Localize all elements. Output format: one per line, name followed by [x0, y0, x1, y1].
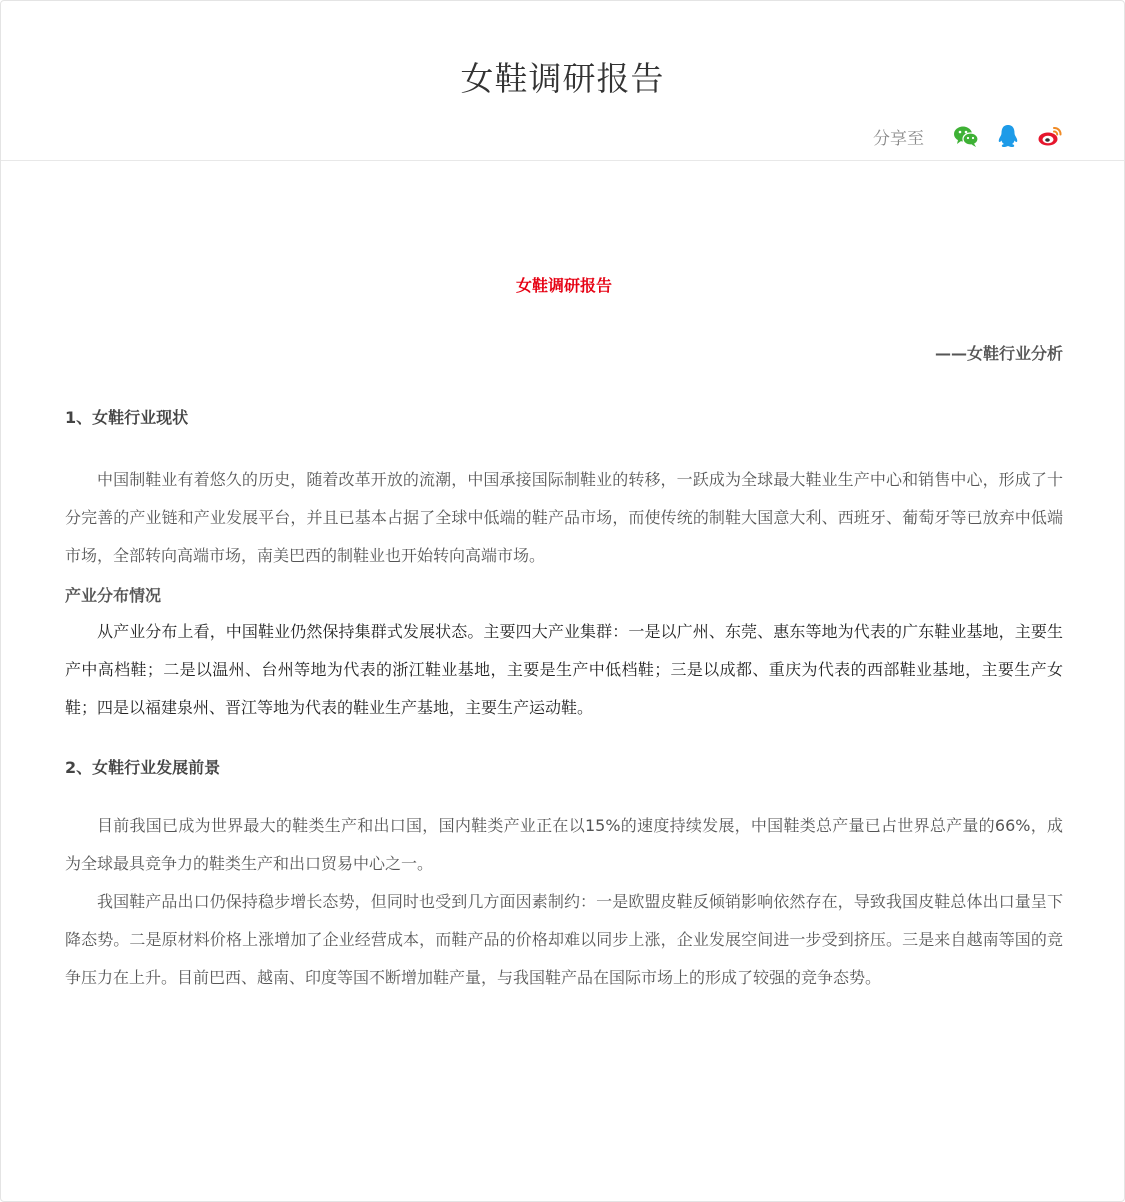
paragraph-production-share: 目前我国已成为世界最大的鞋类生产和出口国，国内鞋类产业正在以15%的速度持续发展，中国鞋类总产量已占世界总产量的66%，成为全球最具竞争力的鞋类生产和出口贸易中心之一。: [65, 816, 1063, 873]
qq-icon[interactable]: [994, 122, 1022, 150]
report-subtitle: ——女鞋行业分析: [934, 344, 1063, 363]
article-header: [1, 1, 1124, 161]
report-title: 女鞋调研报告: [515, 276, 612, 295]
share-label: 分享至: [873, 128, 924, 149]
section-heading-outlook: 2、女鞋行业发展前景: [65, 758, 221, 777]
section-heading-status: 1、女鞋行业现状: [65, 408, 189, 427]
paragraph-industry-history: 中国制鞋业有着悠久的历史，随着改革开放的流潮，中国承接国际制鞋业的转移，一跃成为全球最大鞋业生产中心和销售中心，形成了十分完善的产业链和产业发展平台，并且已基本占据了全球中低端的鞋产品市场，而使传统的制鞋大国意大利、西班牙、葡萄牙等已放弃中低端市场，全部转向高端市场，南美巴西的制鞋业也开始转向高端市场。: [65, 470, 1063, 565]
wechat-icon[interactable]: [952, 122, 980, 150]
paragraph-industry-clusters: 从产业分布上看，中国鞋业仍然保持集群式发展状态。主要四大产业集群：一是以广州、东莞、惠东等地为代表的广东鞋业基地，主要生产中高档鞋；二是以温州、台州等地为代表的浙江鞋业基地，主要是生产中低档鞋；三是以成都、重庆为代表的西部鞋业基地，主要生产女鞋；四是以福建泉州、晋江等地为代表的鞋业生产基地，主要生产运动鞋。: [65, 622, 1063, 717]
paragraph-export-constraints: 我国鞋产品出口仍保持稳步增长态势，但同时也受到几方面因素制约：一是欧盟皮鞋反倾销影响依然存在，导致我国皮鞋总体出口量呈下降态势。二是原材料价格上涨增加了企业经营成本，而鞋产品的价格却难以同步上涨，企业发展空间进一步受到挤压。三是来自越南等国的竞争压力在上升。目前巴西、越南、印度等国不断增加鞋产量，与我国鞋产品在国际市场上的形成了较强的竞争态势。: [65, 892, 1063, 987]
page-title: 女鞋调研报告: [460, 59, 665, 98]
share-bar: [873, 121, 1064, 151]
weibo-icon[interactable]: [1036, 122, 1064, 150]
subheading-distribution: 产业分布情况: [65, 586, 162, 605]
